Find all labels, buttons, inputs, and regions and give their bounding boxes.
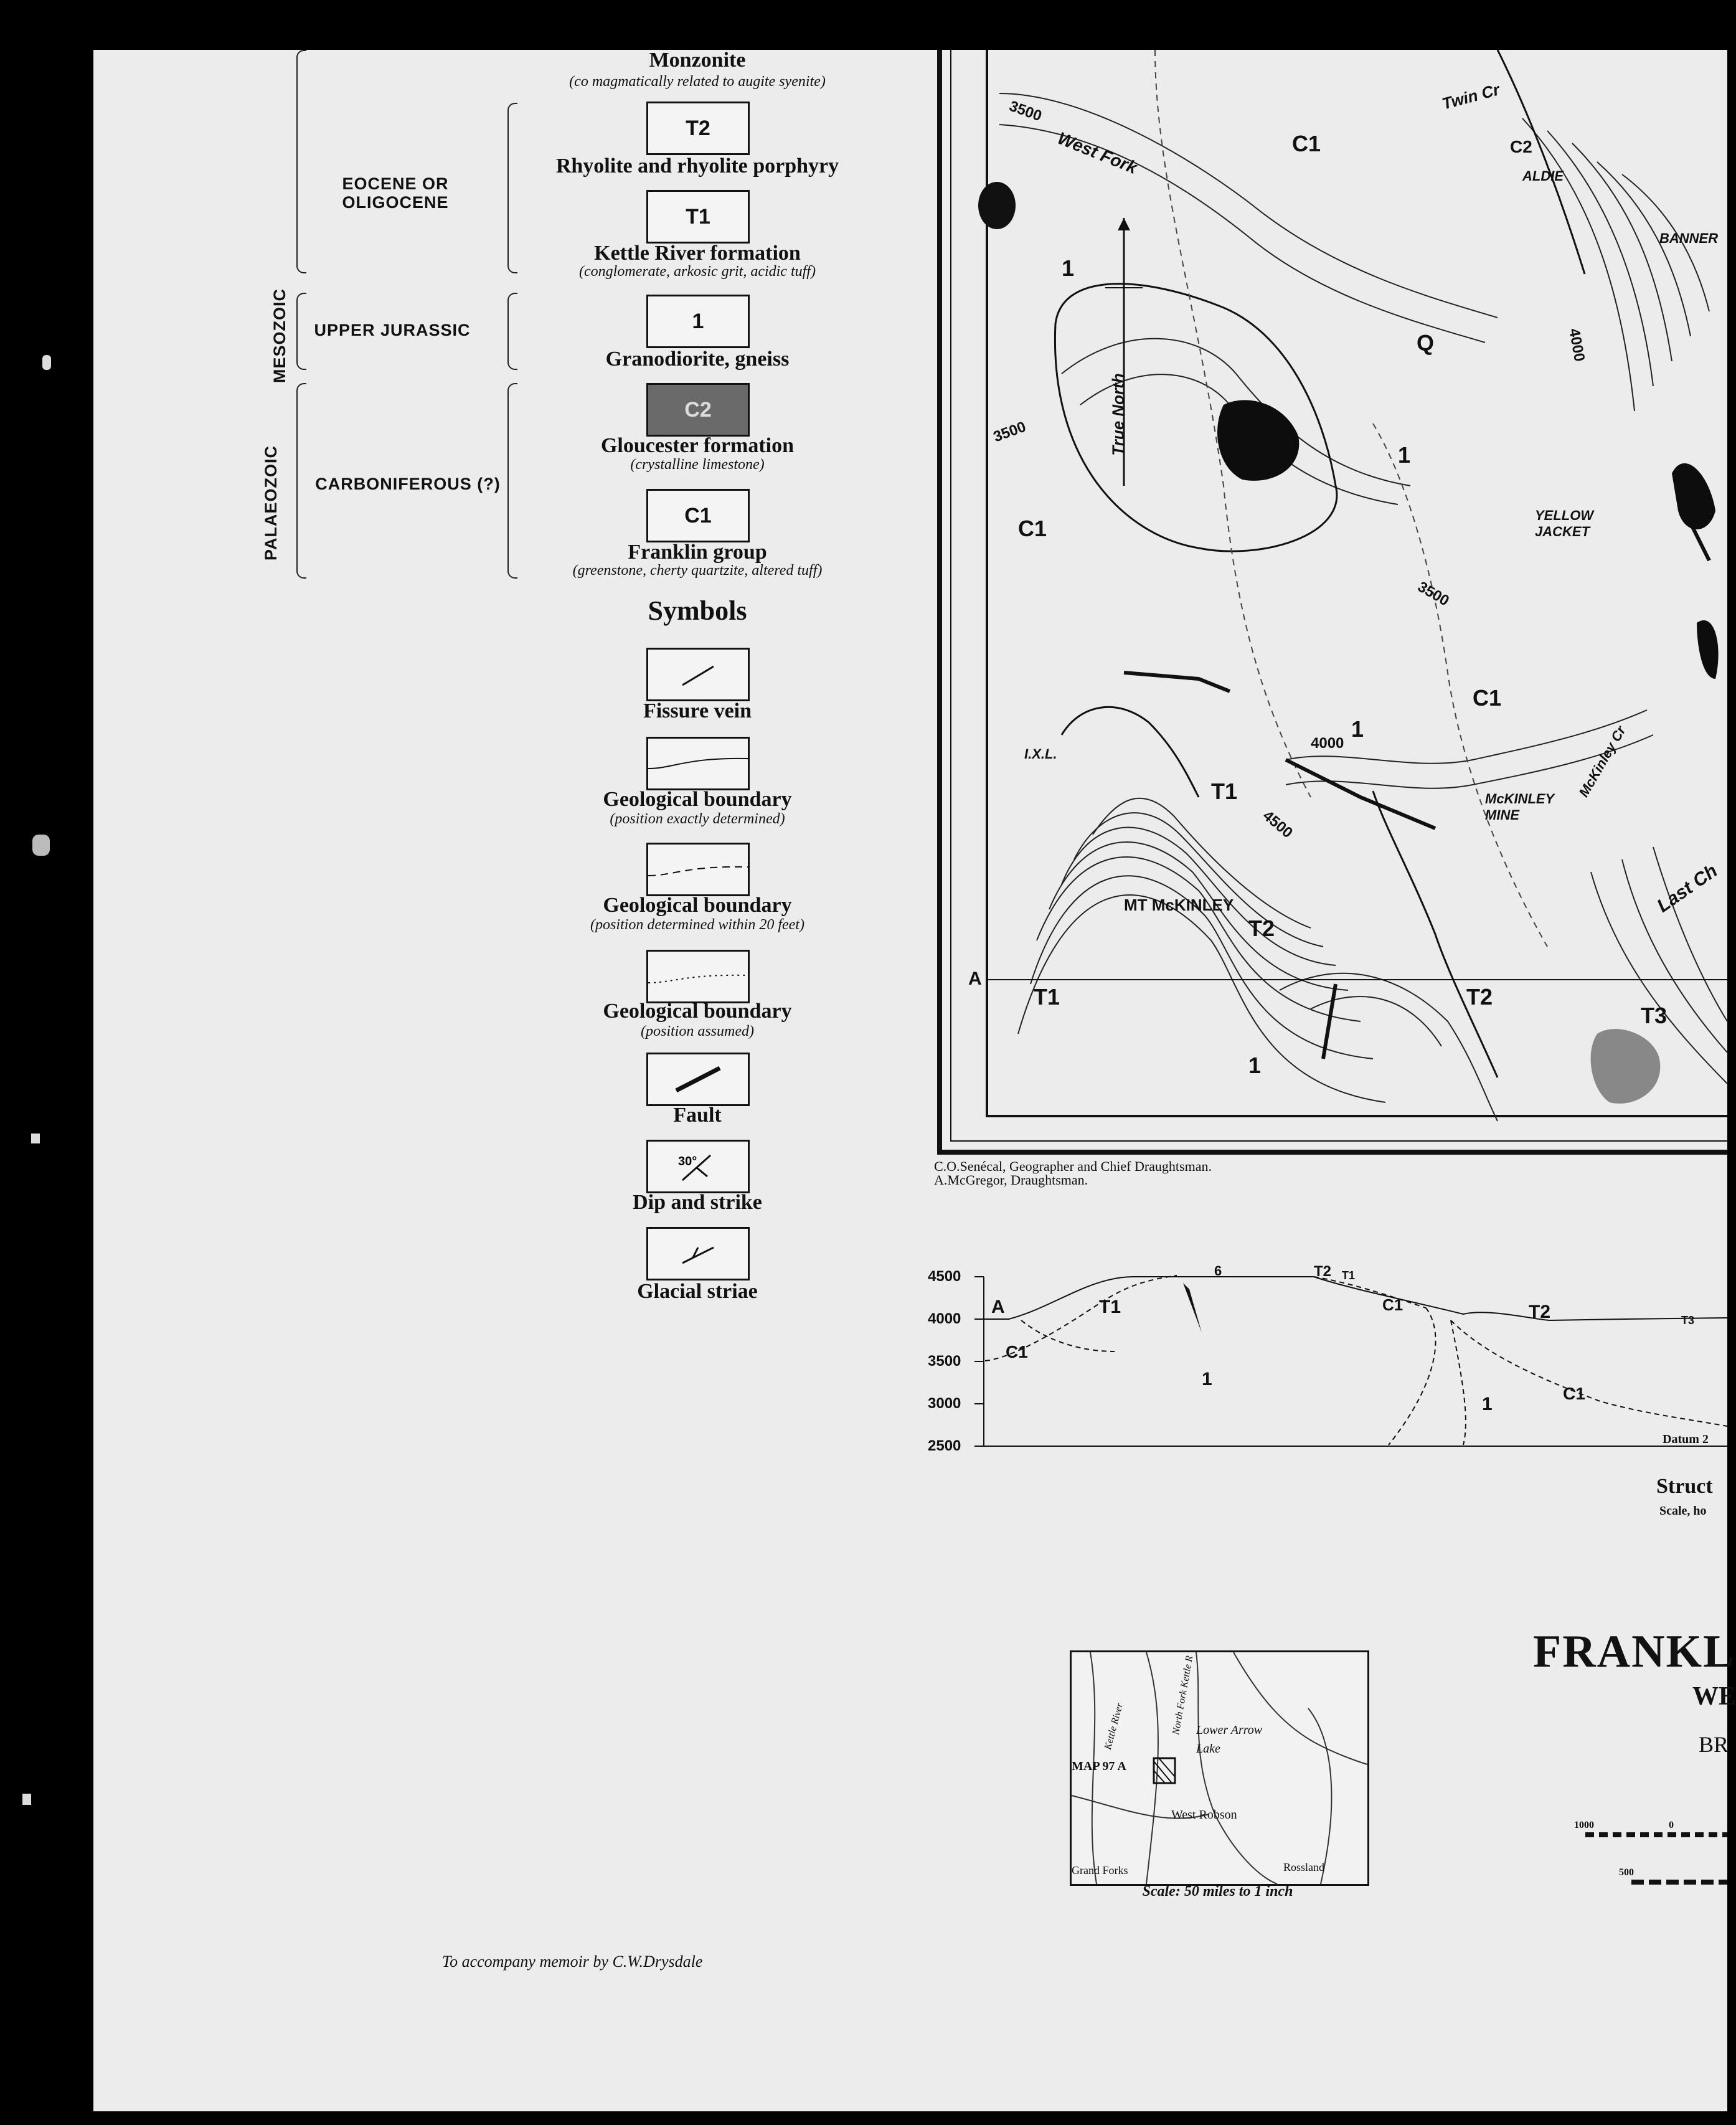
map-unit-c1-label: C1	[1292, 131, 1321, 156]
contour-label-3500-b: 3500	[991, 418, 1029, 446]
fault-icon	[646, 1053, 750, 1106]
legend-box-t1: T1	[646, 190, 750, 244]
section-y-4000: 4000	[928, 1310, 961, 1327]
map-label-twin-cr: Twin Cr	[1440, 80, 1502, 113]
legend-t1-name: Kettle River formation	[594, 242, 801, 265]
fissure-vein-icon	[646, 648, 750, 701]
jurassic-label: UPPER JURASSIC	[314, 321, 471, 339]
section-y-2500: 2500	[928, 1437, 961, 1454]
geological-boundary-dashed-icon	[646, 843, 750, 896]
symbol-label-6: Glacial striae	[637, 1280, 758, 1303]
index-label-lower-arrow-lake: Lower Arrow Lake	[1196, 1723, 1263, 1756]
index-label-grand-forks: Grand Forks	[1072, 1864, 1128, 1877]
symbol-label-4: Fault	[673, 1104, 722, 1127]
symbol-label-5: Dip and strike	[633, 1191, 762, 1214]
map-subtitle-1: WE	[1692, 1682, 1736, 1711]
index-label-rossland: Rossland	[1283, 1861, 1325, 1873]
map-label-yellow-jacket: YELLOW JACKET	[1535, 508, 1594, 539]
section-title: Struct	[1656, 1475, 1713, 1498]
credit-line-1: C.O.Senécal, Geographer and Chief Draughtsman.	[934, 1158, 1212, 1174]
dip-strike-icon	[646, 1140, 750, 1193]
era-palaeozoic-label: PALAEOZOIC	[262, 445, 280, 561]
index-map	[1070, 1650, 1369, 1886]
map-subtitle-2: BR	[1699, 1732, 1729, 1757]
palaeozoic-brace	[296, 383, 306, 579]
section-label-1-right: 1	[1482, 1394, 1493, 1414]
edge-mark-4	[22, 1794, 31, 1805]
section-y-3000: 3000	[928, 1395, 961, 1412]
carboniferous-label: CARBONIFEROUS (?)	[315, 475, 501, 493]
symbol-desc-1: (position exactly determined)	[610, 811, 785, 827]
contour-label-3500: 3500	[1007, 97, 1044, 125]
index-label-north-fork: North Fork Kettle R	[1171, 1655, 1196, 1736]
map-label-last-ch: Last Ch	[1653, 860, 1722, 917]
index-label-map97a: MAP 97 A	[1072, 1759, 1126, 1773]
scale-bar-0: 0	[1669, 1820, 1674, 1830]
section-y-4500: 4500	[928, 1268, 961, 1285]
scale-bar-500: 500	[1619, 1867, 1634, 1878]
map-unit-c1-label-2: C1	[1018, 516, 1047, 541]
map-label-mt-mckinley: MT McKINLEY	[1124, 896, 1234, 914]
monzonite-desc: (co magmatically related to augite syenite)	[569, 73, 826, 90]
edge-mark-2	[32, 835, 50, 856]
legend-c2-desc: (crystalline limestone)	[630, 457, 765, 473]
legend-c1-name: Franklin group	[628, 541, 767, 564]
map-label-west-fork: West Fork	[1055, 128, 1140, 178]
memoir-footer: To accompany memoir by C.W.Drysdale	[442, 1952, 703, 1971]
map-title: FRANKL	[1533, 1626, 1735, 1677]
map-label-banner: BANNER	[1659, 230, 1719, 246]
section-label-t1-top: T1	[1342, 1269, 1356, 1282]
legend-t2-name: Rhyolite and rhyolite porphyry	[555, 154, 839, 177]
index-label-kettle-river: Kettle River	[1102, 1701, 1126, 1751]
legend-box-c2: C2	[646, 383, 750, 437]
legend-box-1: 1	[646, 295, 750, 348]
section-label-t2: T2	[1529, 1302, 1551, 1322]
map-unit-1-label-4: 1	[1248, 1053, 1262, 1078]
legend-c1-desc: (greenstone, cherty quartzite, altered tuff)	[572, 562, 823, 579]
geological-boundary-dotted-icon	[646, 950, 750, 1003]
edge-mark-1	[42, 355, 51, 370]
section-y-3500: 3500	[928, 1353, 961, 1370]
monzonite-name: Monzonite	[649, 49, 746, 72]
map-label-true-north: True North	[1108, 373, 1128, 456]
map-unit-1-label-2: 1	[1351, 716, 1364, 742]
map-unit-t2-label-2: T2	[1466, 984, 1493, 1010]
map-unit-t1-label: T1	[1211, 779, 1238, 804]
map-unit-t1-label-2: T1	[1034, 984, 1060, 1010]
contour-label-4000-b: 4000	[1565, 327, 1588, 363]
section-label-c1-top: C1	[1382, 1295, 1403, 1314]
map-unit-t3-label: T3	[1641, 1003, 1668, 1028]
section-line-a-label: A	[968, 968, 982, 989]
symbol-label-0: Fissure vein	[643, 699, 752, 722]
map-credits	[934, 1160, 1212, 1187]
map-label-mckinley-mine: McKINLEY MINE	[1485, 791, 1554, 823]
map-unit-c1-label-3: C1	[1473, 685, 1502, 711]
section-label-t2-top: T2	[1314, 1263, 1332, 1280]
structure-section	[928, 1258, 1727, 1464]
contour-label-3500-c: 3500	[1415, 578, 1452, 610]
geological-boundary-solid-icon	[646, 737, 750, 790]
legend-box-t2: T2	[646, 102, 750, 155]
symbols-heading: Symbols	[648, 595, 747, 626]
legend-1-name: Granodiorite, gneiss	[605, 348, 790, 371]
section-label-6: 6	[1214, 1263, 1222, 1279]
symbol-desc-2: (position determined within 20 feet)	[590, 917, 804, 933]
scale-bar-1000: 1000	[1574, 1820, 1594, 1830]
mesozoic-brace	[296, 50, 306, 273]
scale-bar-lower	[1631, 1880, 1727, 1885]
section-label-c1-right: C1	[1563, 1384, 1585, 1403]
map-unit-1-label: 1	[1062, 255, 1075, 281]
section-label-1: 1	[1202, 1369, 1212, 1389]
legend-box-c1: C1	[646, 489, 750, 542]
dip-strike-glyph: 30°	[678, 1155, 697, 1168]
symbol-label-1: Geological boundary	[603, 788, 792, 811]
map-unit-1-label-3: 1	[1398, 442, 1411, 468]
jurassic-brace	[296, 293, 306, 370]
section-label-a: A	[991, 1297, 1005, 1317]
map-label-aldie: ALDIE	[1522, 168, 1564, 184]
map-label-ixl: I.X.L.	[1024, 746, 1057, 762]
symbol-label-3: Geological boundary	[603, 1000, 792, 1023]
map-label-mckinley-cr: McKinley Cr	[1575, 723, 1629, 800]
edge-mark-3	[31, 1133, 40, 1143]
glacial-striae-icon	[646, 1227, 750, 1280]
map-unit-q-label: Q	[1417, 330, 1435, 356]
legend-c2-name: Gloucester formation	[600, 434, 795, 457]
geological-map	[937, 50, 1727, 1158]
index-label-west-robson: West Robson	[1171, 1808, 1237, 1822]
map-unit-c2-label: C2	[1510, 137, 1532, 156]
contour-label-4000: 4000	[1311, 735, 1344, 752]
symbol-label-2: Geological boundary	[603, 894, 792, 917]
map-unit-t2-label: T2	[1248, 916, 1275, 941]
credit-line-2: A.McGregor, Draughtsman.	[934, 1172, 1088, 1188]
section-label-t3: T3	[1681, 1314, 1695, 1327]
section-label-c1-left: C1	[1006, 1342, 1028, 1361]
index-map-scale: Scale: 50 miles to 1 inch	[1142, 1883, 1293, 1900]
section-datum: Datum 2	[1663, 1432, 1709, 1446]
symbol-desc-3: (position assumed)	[641, 1023, 754, 1039]
eocene-label: EOCENE OR OLIGOCENE	[342, 174, 449, 212]
contour-label-4500: 4500	[1259, 807, 1296, 842]
scale-bar-upper	[1585, 1832, 1727, 1837]
era-mesozoic-label: MESOZOIC	[270, 288, 289, 383]
legend-t1-desc: (conglomerate, arkosic grit, acidic tuff)	[579, 263, 816, 280]
section-label-t1: T1	[1099, 1297, 1121, 1317]
section-scale: Scale, ho	[1659, 1504, 1707, 1518]
